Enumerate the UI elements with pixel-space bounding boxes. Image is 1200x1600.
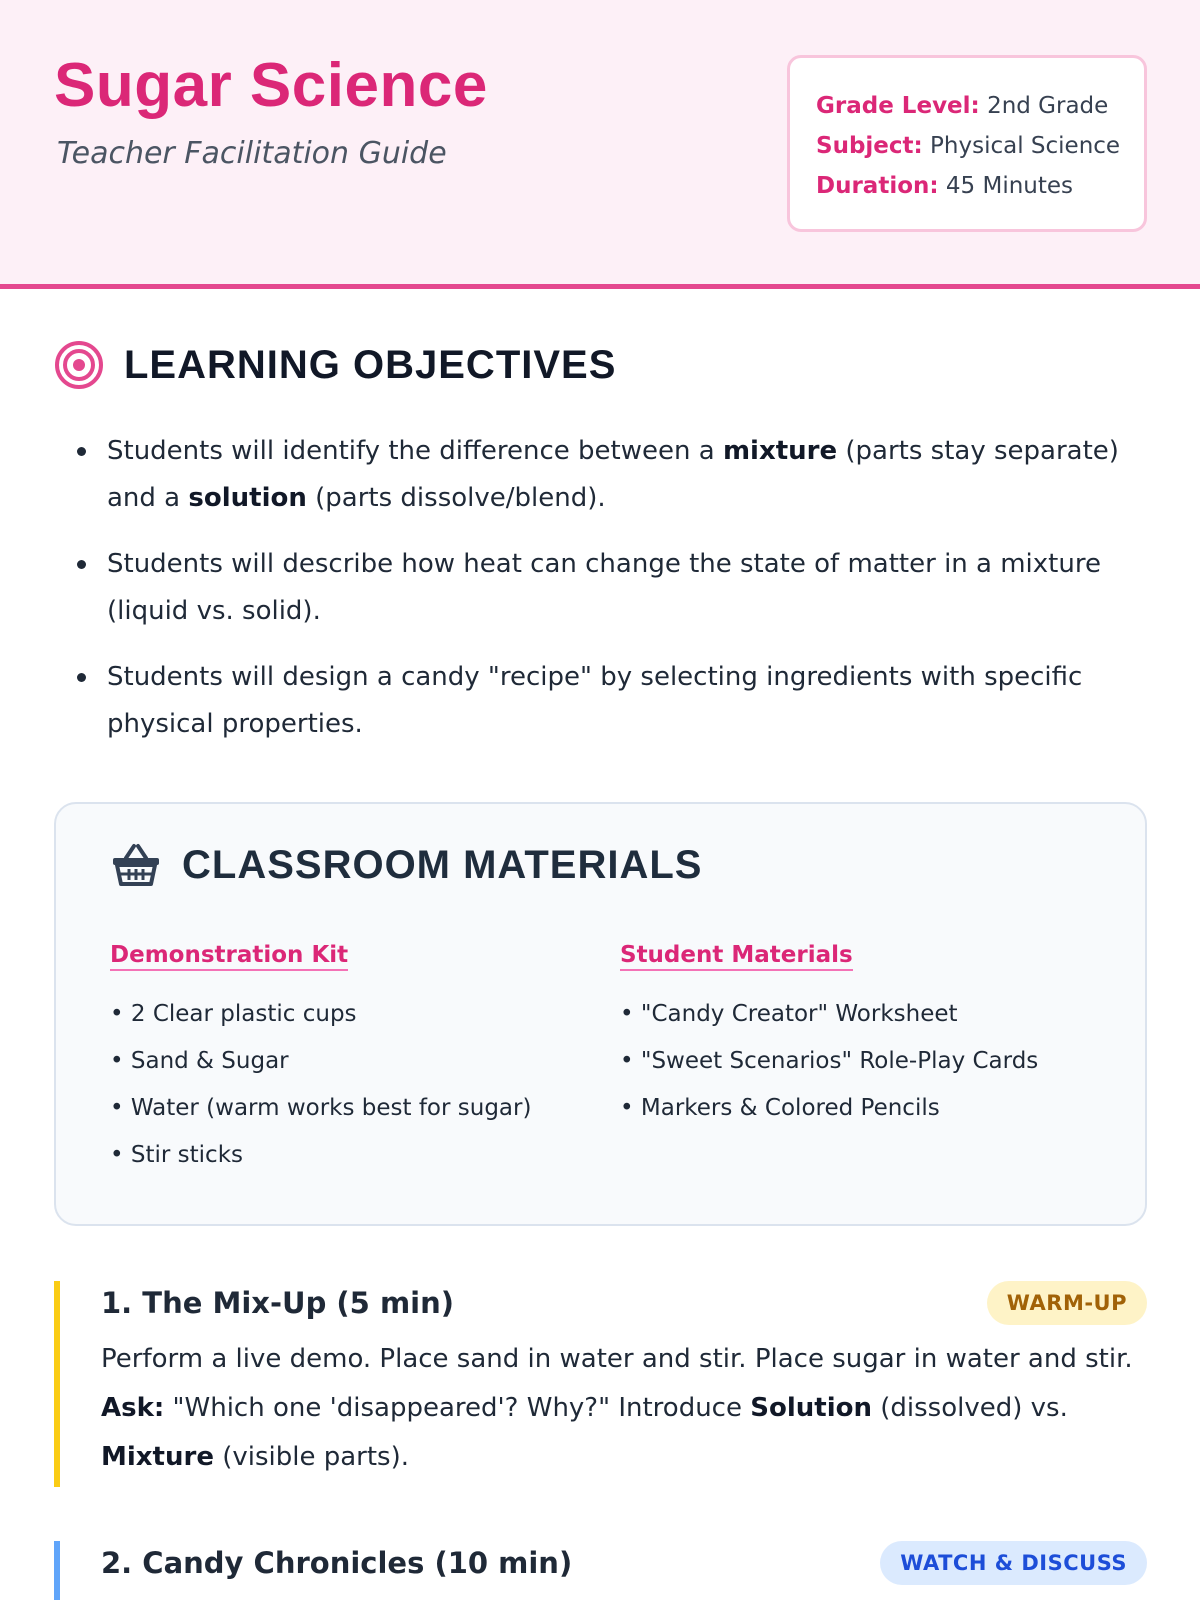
lesson-meta-card	[787, 55, 1147, 232]
objectives-heading	[54, 340, 616, 390]
step-candy-chronicles	[54, 1541, 1147, 1600]
column-heading: Demonstration Kit	[110, 942, 348, 971]
objective-term: mixture	[722, 436, 838, 466]
objective-text: (parts stay separate) and a	[107, 436, 1119, 513]
meta-label: Subject:	[816, 133, 923, 159]
basket-icon	[110, 842, 162, 888]
step-mix-up	[54, 1281, 1147, 1487]
objective-text: Students will identify the difference between a	[107, 436, 723, 466]
list-item: • "Candy Creator" Worksheet	[620, 1001, 958, 1027]
step-text: (visible parts).	[213, 1442, 410, 1472]
objective-term: solution	[188, 483, 307, 513]
step-badge: WARM-UP	[987, 1281, 1147, 1325]
list-item	[70, 428, 1150, 522]
step-term: Mixture	[101, 1442, 214, 1472]
demonstration-kit-column	[110, 942, 531, 1179]
list-item: • Sand & Sugar	[110, 1048, 289, 1074]
list-item: • 2 Clear plastic cups	[110, 1001, 357, 1027]
page-title: Sugar Science	[54, 51, 488, 120]
page-header	[0, 0, 1200, 289]
target-icon	[54, 340, 104, 390]
meta-label: Grade Level:	[816, 93, 980, 119]
meta-value: 45 Minutes	[945, 173, 1074, 199]
step-text: (dissolved) vs.	[871, 1393, 1068, 1423]
student-materials-column	[620, 942, 1038, 1132]
step-title: 1. The Mix-Up (5 min)	[101, 1286, 455, 1320]
meta-subject	[816, 126, 1144, 166]
list-item: • Stir sticks	[110, 1142, 243, 1168]
meta-label: Duration:	[816, 173, 939, 199]
step-description	[101, 1335, 1147, 1482]
step-text: "Which one 'disappeared'? Why?" Introduce	[164, 1393, 751, 1423]
objectives-list	[70, 428, 1150, 767]
materials-title: CLASSROOM MATERIALS	[182, 842, 703, 887]
step-text: Perform a live demo. Place sand in water and stir. Place sugar in water and stir.	[101, 1344, 1133, 1374]
list-item: • Water (warm works best for sugar)	[110, 1095, 532, 1121]
step-term: Ask:	[101, 1393, 165, 1423]
objective-text: (parts dissolve/blend).	[306, 483, 606, 513]
column-heading: Student Materials	[620, 942, 853, 971]
materials-heading	[110, 842, 702, 888]
list-item: Students will describe how heat can change the state of matter in a mixture (liquid vs. solid).	[70, 541, 1150, 635]
objectives-title: LEARNING OBJECTIVES	[124, 342, 617, 387]
meta-value: 2nd Grade	[987, 93, 1109, 119]
list-item: Students will design a candy "recipe" by selecting ingredients with specific physical properties.	[70, 654, 1150, 748]
page-subtitle: Teacher Facilitation Guide	[57, 136, 447, 171]
meta-grade	[816, 86, 1144, 126]
step-badge: WATCH & DISCUSS	[880, 1541, 1147, 1585]
materials-card	[54, 802, 1147, 1226]
list-item: • "Sweet Scenarios" Role-Play Cards	[620, 1048, 1039, 1074]
step-title: 2. Candy Chronicles (10 min)	[101, 1546, 573, 1580]
meta-duration	[816, 166, 1144, 206]
meta-value: Physical Science	[930, 133, 1121, 159]
list-item: • Markers & Colored Pencils	[620, 1095, 940, 1121]
step-term: Solution	[750, 1393, 872, 1423]
